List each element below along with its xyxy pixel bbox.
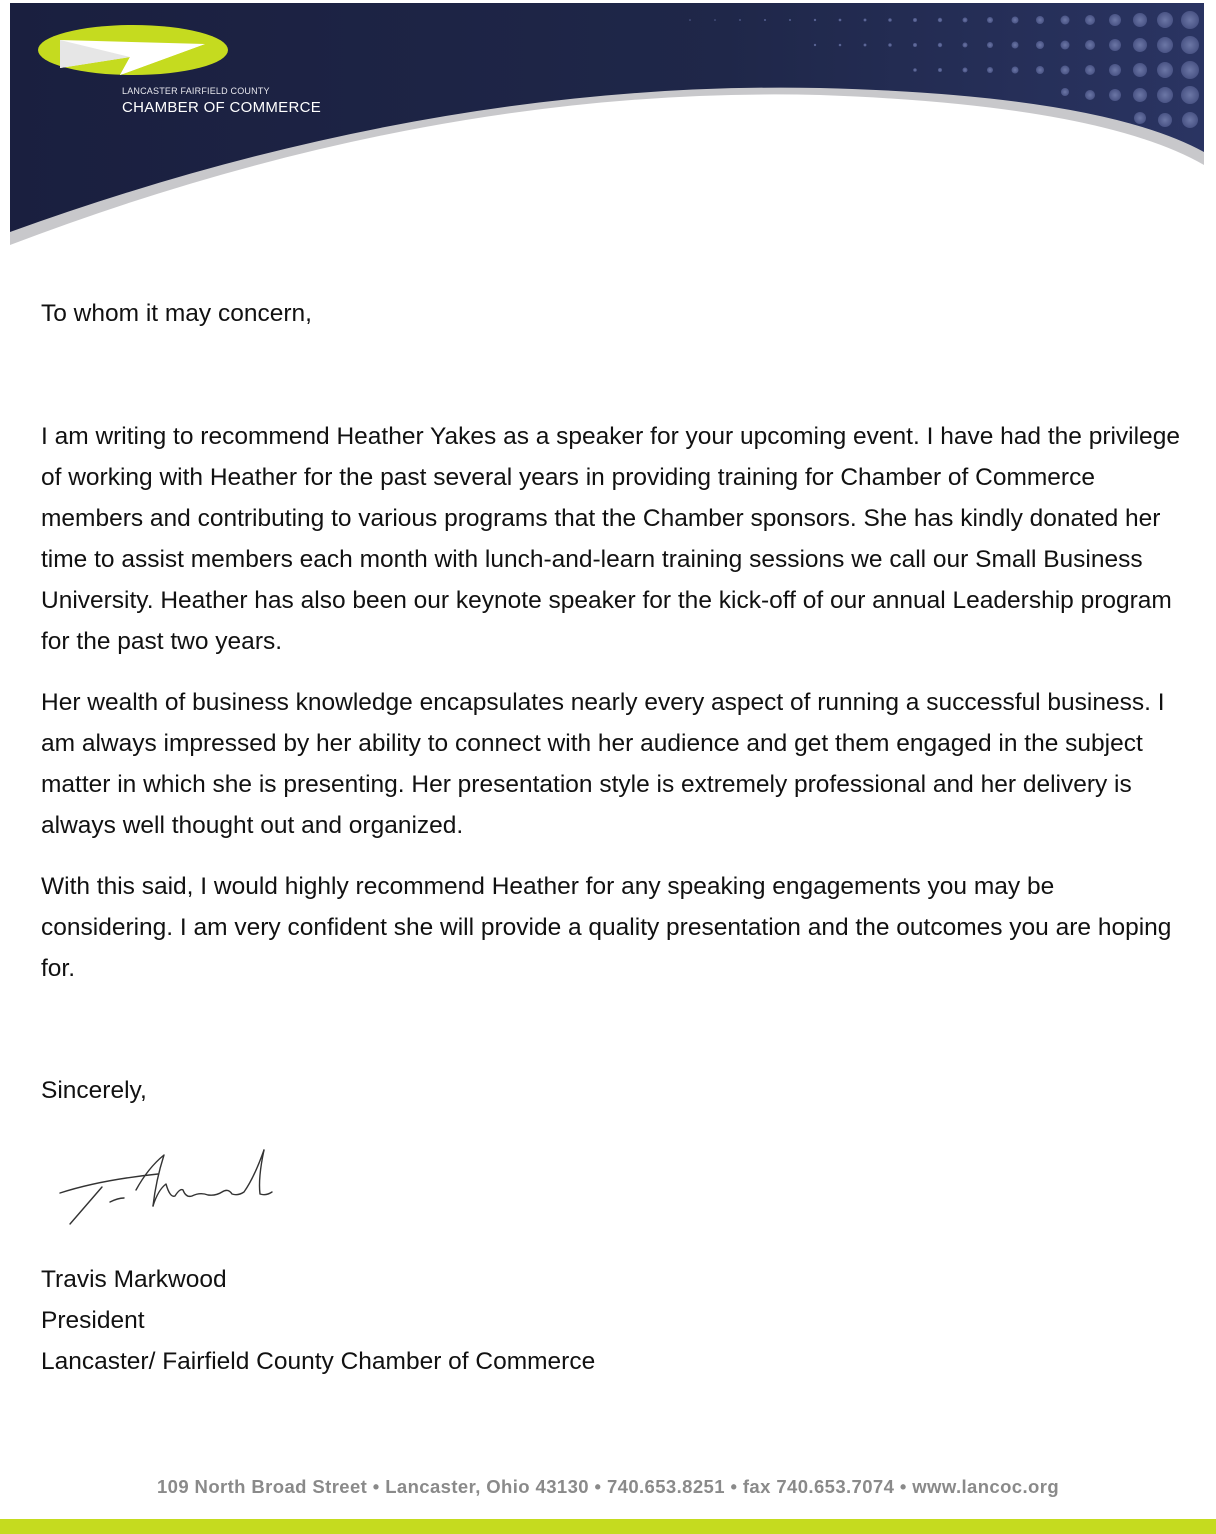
closing: Sincerely, [41, 1077, 147, 1104]
salutation: To whom it may concern, [41, 300, 312, 327]
org-name-small: LANCASTER FAIRFIELD COUNTY [122, 86, 270, 96]
chamber-logo-icon [38, 25, 228, 75]
footer-accent-bar [0, 1519, 1216, 1534]
org-name-large: CHAMBER OF COMMERCE [122, 99, 322, 116]
signer-organization: Lancaster/ Fairfield County Chamber of Commerce [41, 1348, 596, 1375]
letterhead-banner [0, 0, 1216, 250]
paragraph-2: Her wealth of business knowledge encapsulates nearly every aspect of running a successful business. I am always impressed by her ability to connect with her audience and get them engaged in the subject matter in which she is presenting. Her presentation style is extremely professional and her delivery is always well thought out and organized. [41, 689, 1165, 839]
signature-block [41, 1259, 595, 1382]
signature-image [40, 1140, 320, 1230]
signer-name: Travis Markwood [41, 1266, 227, 1293]
footer-contact-line: 109 North Broad Street • Lancaster, Ohio 43130 • 740.653.8251 • fax 740.653.7074 • www.lancoc.org [156, 1476, 1060, 1497]
paragraph-3: With this said, I would highly recommend Heather for any speaking engagements you may be considering. I am very confident she will provide a quality presentation and the outcomes you are hoping for. [41, 873, 1172, 982]
banner-graphic [0, 0, 1216, 250]
paragraph-1: I am writing to recommend Heather Yakes as a speaker for your upcoming event. I have had the privilege of working with Heather for the past several years in providing training for Chamber of Commerce members and contributing to various programs that the Chamber sponsors. She has kindly donated her time to assist members each month with lunch-and-learn training sessions we call our Small Business University. Heather has also been our keynote speaker for the kick-off of our annual Leadership program for the past two years. [41, 423, 1180, 655]
signer-title: President [41, 1307, 145, 1334]
